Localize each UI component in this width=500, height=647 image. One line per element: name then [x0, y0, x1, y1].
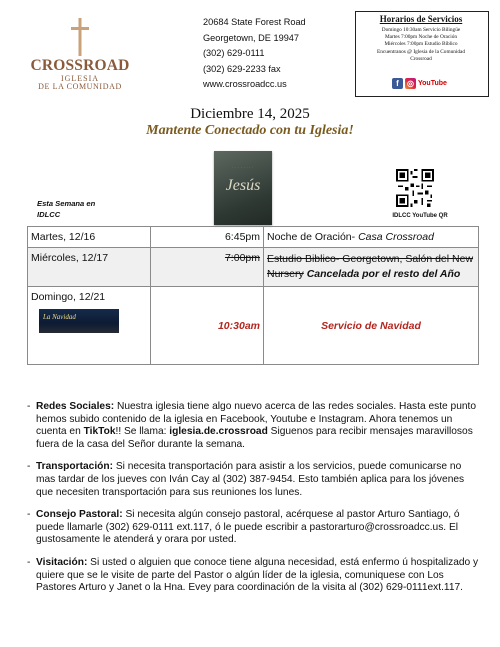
facebook-icon[interactable]: f: [392, 78, 403, 89]
announcement-title: Consejo Pastoral:: [36, 509, 123, 521]
weekly-schedule-table: [27, 226, 479, 365]
instagram-icon[interactable]: ◎: [405, 78, 416, 89]
service-line: Crossroad: [410, 55, 432, 62]
logo-wordmark: CROSSROAD: [30, 57, 130, 74]
schedule-time: 10:30am: [151, 287, 264, 365]
schedule-day-cell: [28, 287, 151, 365]
service-line: Martes 7:00pm Noche de Oración: [384, 34, 458, 41]
book-cover-image: · · · · · · · · Jesús: [214, 151, 272, 225]
schedule-event: [264, 248, 479, 287]
announcement-text: Si usted o alguien que conoce tiene alguna necesidad, está enfermo ú hospitalizado y quiere que se le visite de parte del Pastor o algún líder de la iglesia, comuniquese con Los Pastores Arturo y Janet o la Hna. Evey para coordinación de la visita al (302) 629-0111ext.117.: [36, 556, 479, 594]
list-item: - Redes Sociales: Nuestra iglesia tiene algo nuevo acerca de las redes sociales. Hasta este punto hemos subido contenido de la iglesia en Facebook, Youtube e Instagram. Ahora tenemos un cuenta en TikTok!! Se llama: iglesia.de.crossroad Siguenos para recibir mensajes maravillosos fuera de la casa del Señor durante la semana.: [27, 401, 477, 450]
announcement-text: Nuestra iglesia tiene algo nuevo acerca de las redes sociales. Hasta este punto hemos subido contenido de la iglesia en Facebook, Youtube e Instagram. Ahora tenemos un cuenta en: [36, 401, 477, 438]
logo-subtitle-1: IGLESIA: [60, 74, 100, 83]
logo-subtitle-2: DE LA COMUNIDAD: [38, 82, 122, 91]
announcement-text: Siguenos para recibir mensajes maravillosos fuera de la casa del Señor durante la semana.: [36, 426, 473, 450]
list-item: - Consejo Pastoral: Si necesita algún consejo pastoral, acérquese al pastor Arturo Santiago, ó puede llamarle (302) 629-0111 ext.117, ó le puede escribir a pastorarturo@crossroadcc.us. El gustosamente le atenderá y orara por usted.: [27, 509, 460, 546]
service-line: Domingo 10:30am Servicio Bilingüe: [381, 27, 461, 33]
announcement-title: Redes Sociales:: [36, 401, 115, 412]
social-icons: [392, 77, 447, 89]
table-row: [28, 287, 479, 365]
schedule-day: Miércoles, 12/17: [28, 248, 151, 287]
cancel-note: Cancelada por el resto del Año: [306, 268, 461, 280]
week-label: [37, 198, 95, 220]
qr-code-icon[interactable]: [396, 169, 434, 207]
week-label-line-2: IDLCC: [37, 210, 61, 219]
service-line: Miércoles 7:00pm Estudio Bíblico: [384, 41, 458, 48]
event-place: Casa Crossroad: [358, 231, 434, 243]
announcements: [27, 401, 482, 605]
week-label-line-1: Esta Semana en: [37, 199, 96, 208]
fax: (302) 629-2233 fax: [203, 63, 281, 74]
tiktok-label: TikTok: [83, 426, 116, 438]
tagline: Mantente Conectado con tu Iglesia!: [146, 123, 354, 138]
announcement-text: Si necesita algún consejo pastoral, acérquese al pastor Arturo Santiago, ó puede llamarle (302) 629-0111 ext.117, ó le puede escribir a pastorarturo@crossroadcc.us. El gustosamente le atenderá y orara por usted.: [36, 509, 460, 546]
schedule-time: 6:45pm: [151, 227, 264, 248]
cross-logo-icon: [69, 18, 91, 56]
list-item: - Transportación: Si necesita transportación para asistir a los servicios, puede comunicarse no mas tardar de los jueves con Iván Cay al (302) 387-9454. Esto también aplica para los jóvenes que necesiten transportación para sus reuniones los lunes.: [27, 461, 465, 498]
schedule-day: Martes, 12/16: [28, 227, 151, 248]
address-line-1: 20684 State Forest Road: [203, 17, 306, 27]
announcement-text: Si necesita transportación para asistir a los servicios, puede comunicarse no mas tardar de los jueves con Iván Cay al (302) 387-9454. Esto también aplica para los jóvenes que necesiten transportación para sus reuniones los lunes.: [36, 461, 465, 498]
schedule-event: Servicio de Navidad: [264, 287, 479, 365]
christmas-image-caption: La Navidad: [43, 313, 76, 321]
event-name: Estudio Biblico- Georgetown, Salón del New Nursery: [267, 253, 474, 280]
youtube-icon[interactable]: YouTube: [418, 79, 447, 87]
schedule-event: [264, 227, 479, 248]
phone: (302) 629-0111: [203, 48, 265, 59]
christmas-image: [39, 309, 119, 333]
website-link[interactable]: www.crossroadcc.us: [203, 79, 287, 90]
bulletin-date: Diciembre 14, 2025: [190, 106, 310, 122]
service-line: Encuentranos @ Iglesia de la Comunidad: [377, 48, 465, 55]
service-hours-list: [356, 27, 486, 63]
table-row: [28, 248, 479, 287]
list-item: - Visitación: Si usted o alguien que conoce tiene alguna necesidad, está enfermo ú hospitalizado y quiere que se le visite de parte del Pastor o algún líder de la iglesia, comuniquese con Los Pastores Arturo y Janet o la Hna. Evey para coordinación de la visita al (302) 629-0111ext.117.: [27, 556, 479, 594]
table-row: [28, 227, 479, 248]
address-line-2: Georgetown, DE 19947: [203, 32, 300, 43]
announcement-title: Visitación:: [36, 556, 88, 568]
service-hours-title: Horarios de Servicios: [379, 14, 463, 24]
announcement-text: !! Se llama:: [115, 426, 170, 438]
schedule-day: Domingo, 12/21: [31, 291, 106, 303]
book-cover-title: Jesús: [225, 177, 261, 194]
schedule-time: 7:00pm: [151, 248, 264, 287]
tiktok-handle: iglesia.de.crossroad: [169, 426, 268, 438]
event-name: Noche de Oración-: [267, 231, 356, 243]
announcement-title: Transportación:: [36, 461, 113, 473]
qr-code-label: IDLCC YouTube QR: [392, 213, 448, 219]
contact-block: [203, 15, 306, 93]
